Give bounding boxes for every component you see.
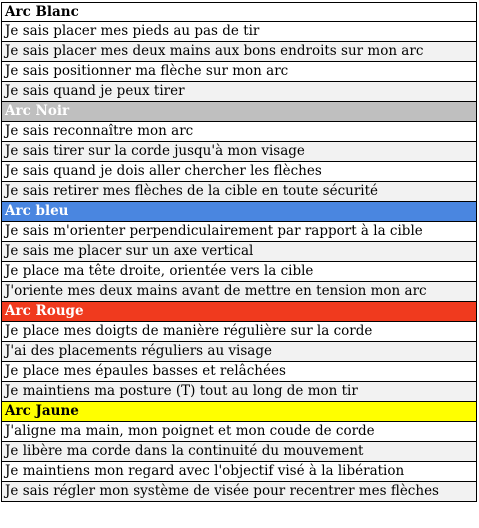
table-row[interactable]: Je sais m'orienter perpendiculairement par rapport à la cible [1, 222, 477, 242]
table-row[interactable]: Je libère ma corde dans la continuité du mouvement [1, 442, 477, 462]
skills-table [1, 2, 477, 502]
section-header-arc-rouge[interactable]: Arc Rouge [1, 302, 477, 322]
section-header-arc-noir[interactable]: Arc Noir [1, 102, 477, 122]
table-row[interactable]: Je sais quand je peux tirer [1, 82, 477, 102]
table-row[interactable]: J'ai des placements réguliers au visage [1, 342, 477, 362]
table-row[interactable]: Je sais positionner ma flèche sur mon arc [1, 62, 477, 82]
table-row[interactable]: Je sais quand je dois aller chercher les flèches [1, 162, 477, 182]
table-row[interactable]: Je place mes épaules basses et relâchées [1, 362, 477, 382]
table-row[interactable]: Je place ma tête droite, orientée vers la cible [1, 262, 477, 282]
table-row[interactable]: Je maintiens ma posture (T) tout au long de mon tir [1, 382, 477, 402]
table-row[interactable]: Je sais me placer sur un axe vertical [1, 242, 477, 262]
table-row[interactable]: Je sais régler mon système de visée pour recentrer mes flèches [1, 482, 477, 502]
table-row[interactable]: Je maintiens mon regard avec l'objectif visé à la libération [1, 462, 477, 482]
section-header-arc-bleu[interactable]: Arc bleu [1, 202, 477, 222]
table-row[interactable]: J'oriente mes deux mains avant de mettre en tension mon arc [1, 282, 477, 302]
table-row[interactable]: Je sais tirer sur la corde jusqu'à mon visage [1, 142, 477, 162]
table-row[interactable]: Je sais placer mes deux mains aux bons endroits sur mon arc [1, 42, 477, 62]
table-row[interactable]: J'aligne ma main, mon poignet et mon coude de corde [1, 422, 477, 442]
table-row[interactable]: Je place mes doigts de manière régulière sur la corde [1, 322, 477, 342]
table-row[interactable]: Je sais retirer mes flèches de la cible en toute sécurité [1, 182, 477, 202]
section-header-arc-jaune[interactable]: Arc Jaune [1, 402, 477, 422]
table-row[interactable]: Je sais reconnaître mon arc [1, 122, 477, 142]
table-row[interactable]: Je sais placer mes pieds au pas de tir [1, 22, 477, 42]
section-header-arc-blanc[interactable]: Arc Blanc [1, 2, 477, 22]
